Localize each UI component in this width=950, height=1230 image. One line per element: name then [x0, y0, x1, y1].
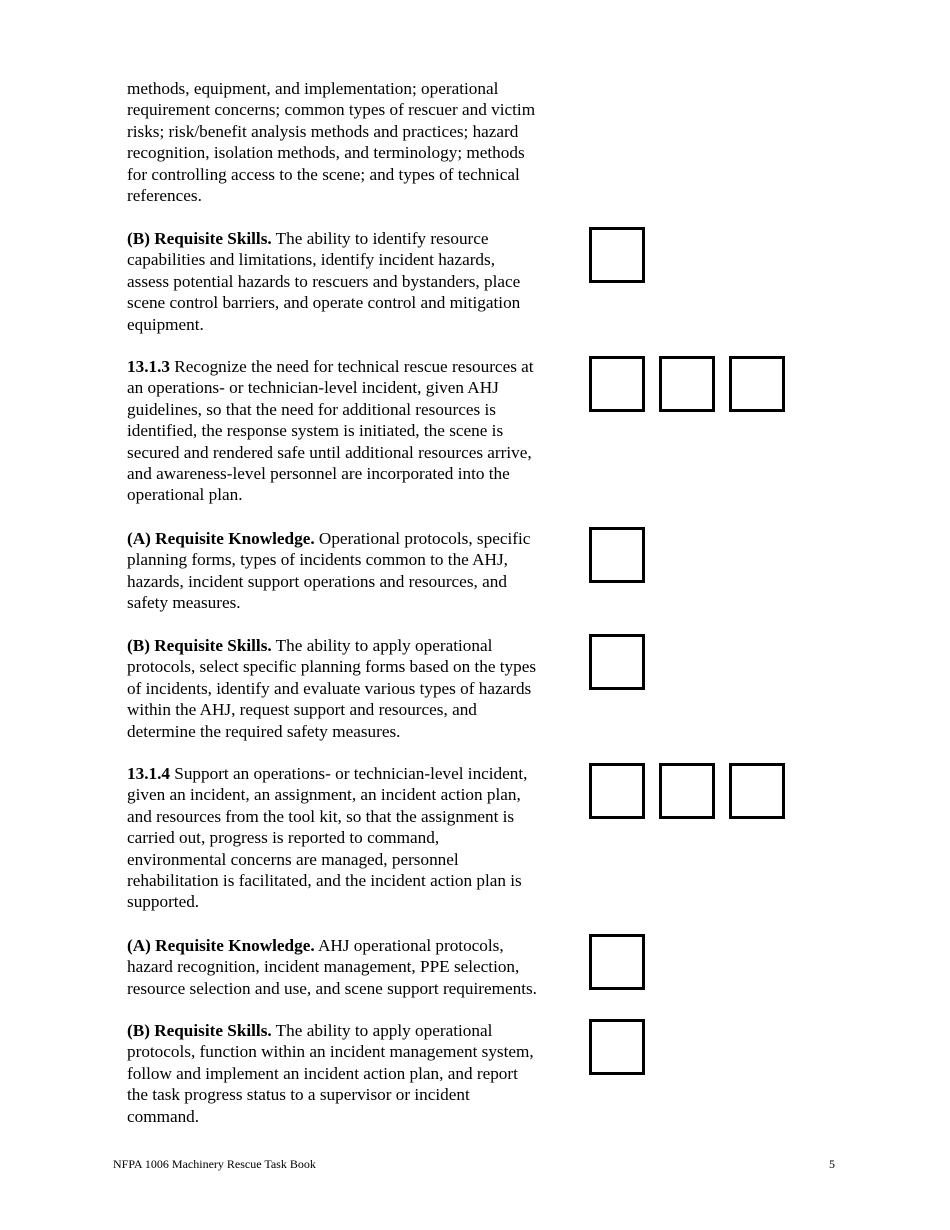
text-line: protocols, select specific planning forms based on the types	[127, 657, 537, 677]
signoff-checkboxes	[589, 227, 645, 283]
requisite-skills-paragraph	[127, 1020, 577, 1127]
paragraph-lead: (B) Requisite Skills.	[127, 1021, 272, 1040]
text-line: equipment.	[127, 314, 204, 334]
text-line: an operations- or technician-level incident, given AHJ	[127, 378, 499, 398]
text-line: scene control barriers, and operate control and mitigation	[127, 293, 521, 313]
text-line: carried out, progress is reported to command,	[127, 828, 440, 848]
signoff-checkbox[interactable]	[659, 763, 715, 819]
footer-title: NFPA 1006 Machinery Rescue Task Book	[113, 1157, 316, 1171]
text-line: capabilities and limitations, identify incident hazards,	[127, 250, 495, 270]
text-line: Support an operations- or technician-level incident,	[169, 764, 528, 783]
signoff-checkboxes	[589, 634, 645, 690]
signoff-checkboxes	[589, 527, 645, 583]
signoff-checkboxes	[589, 356, 785, 412]
text-line: assess potential hazards to rescuers and bystanders, place	[127, 271, 521, 291]
text-line: and resources from the tool kit, so that the assignment is	[127, 806, 515, 826]
text-line: within the AHJ, request support and resources, and	[127, 700, 477, 720]
jpr-13-1-4-paragraph	[127, 763, 577, 913]
text-line: and awareness-level personnel are incorporated into the	[127, 464, 510, 484]
signoff-checkbox[interactable]	[589, 763, 645, 819]
signoff-checkbox[interactable]	[589, 1019, 645, 1075]
text-line: resource selection and use, and scene support requirements.	[127, 978, 537, 998]
text-line: Operational protocols, specific	[314, 529, 531, 548]
jpr-13-1-3-paragraph	[127, 356, 577, 506]
text-line: guidelines, so that the need for additional resources is	[127, 399, 496, 419]
signoff-checkboxes	[589, 1019, 645, 1075]
text-line: The ability to apply operational	[271, 636, 493, 655]
text-line: determine the required safety measures.	[127, 721, 401, 741]
paragraph-lead: (B) Requisite Skills.	[127, 636, 272, 655]
text-line: The ability to identify resource	[271, 229, 489, 248]
text-line: the task progress status to a supervisor or incident	[127, 1085, 470, 1105]
text-line: hazard recognition, incident management, PPE selection,	[127, 957, 520, 977]
paragraph-lead: 13.1.3	[127, 357, 170, 376]
text-line: secured and rendered safe until additional resources arrive,	[127, 442, 532, 462]
text-line: recognition, isolation methods, and terminology; methods	[127, 143, 525, 163]
text-line: Recognize the need for technical rescue resources at	[169, 357, 534, 376]
text-line: references.	[127, 186, 202, 206]
signoff-checkbox[interactable]	[589, 527, 645, 583]
signoff-checkbox[interactable]	[589, 356, 645, 412]
text-line: safety measures.	[127, 593, 241, 613]
text-line: environmental concerns are managed, personnel	[127, 849, 459, 869]
signoff-checkbox[interactable]	[589, 634, 645, 690]
text-line: rehabilitation is facilitated, and the incident action plan is	[127, 871, 522, 891]
requisite-skills-paragraph	[127, 228, 577, 335]
paragraph-lead: (B) Requisite Skills.	[127, 229, 272, 248]
requisite-knowledge-paragraph	[127, 935, 577, 999]
text-line: methods, equipment, and implementation; operational	[127, 79, 499, 98]
text-line: AHJ operational protocols,	[314, 936, 504, 955]
text-line: given an incident, an assignment, an incident action plan,	[127, 785, 521, 805]
text-line: of incidents, identify and evaluate various types of hazards	[127, 678, 532, 698]
requisite-skills-paragraph	[127, 635, 577, 742]
signoff-checkbox[interactable]	[589, 934, 645, 990]
text-line: protocols, function within an incident management system,	[127, 1042, 534, 1062]
text-line: for controlling access to the scene; and types of technical	[127, 164, 520, 184]
paragraph-lead: (A) Requisite Knowledge.	[127, 529, 315, 548]
signoff-checkboxes	[589, 934, 645, 990]
text-line: identified, the response system is initiated, the scene is	[127, 421, 504, 441]
text-line: follow and implement an incident action plan, and report	[127, 1063, 518, 1083]
signoff-checkbox[interactable]	[659, 356, 715, 412]
text-line: planning forms, types of incidents common to the AHJ,	[127, 550, 508, 570]
requisite-knowledge-paragraph	[127, 528, 577, 614]
text-line: operational plan.	[127, 485, 243, 505]
text-line: The ability to apply operational	[271, 1021, 493, 1040]
continuation-paragraph	[127, 78, 577, 206]
signoff-checkboxes	[589, 763, 785, 819]
text-line: command.	[127, 1106, 200, 1126]
paragraph-lead: 13.1.4	[127, 764, 170, 783]
text-line: supported.	[127, 892, 200, 912]
signoff-checkbox[interactable]	[729, 356, 785, 412]
page-number: 5	[829, 1157, 835, 1171]
text-line: risks; risk/benefit analysis methods and practices; hazard	[127, 121, 519, 141]
text-line: requirement concerns; common types of rescuer and victim	[127, 100, 536, 120]
signoff-checkbox[interactable]	[729, 763, 785, 819]
signoff-checkbox[interactable]	[589, 227, 645, 283]
text-line: hazards, incident support operations and resources, and	[127, 571, 507, 591]
paragraph-lead: (A) Requisite Knowledge.	[127, 936, 315, 955]
